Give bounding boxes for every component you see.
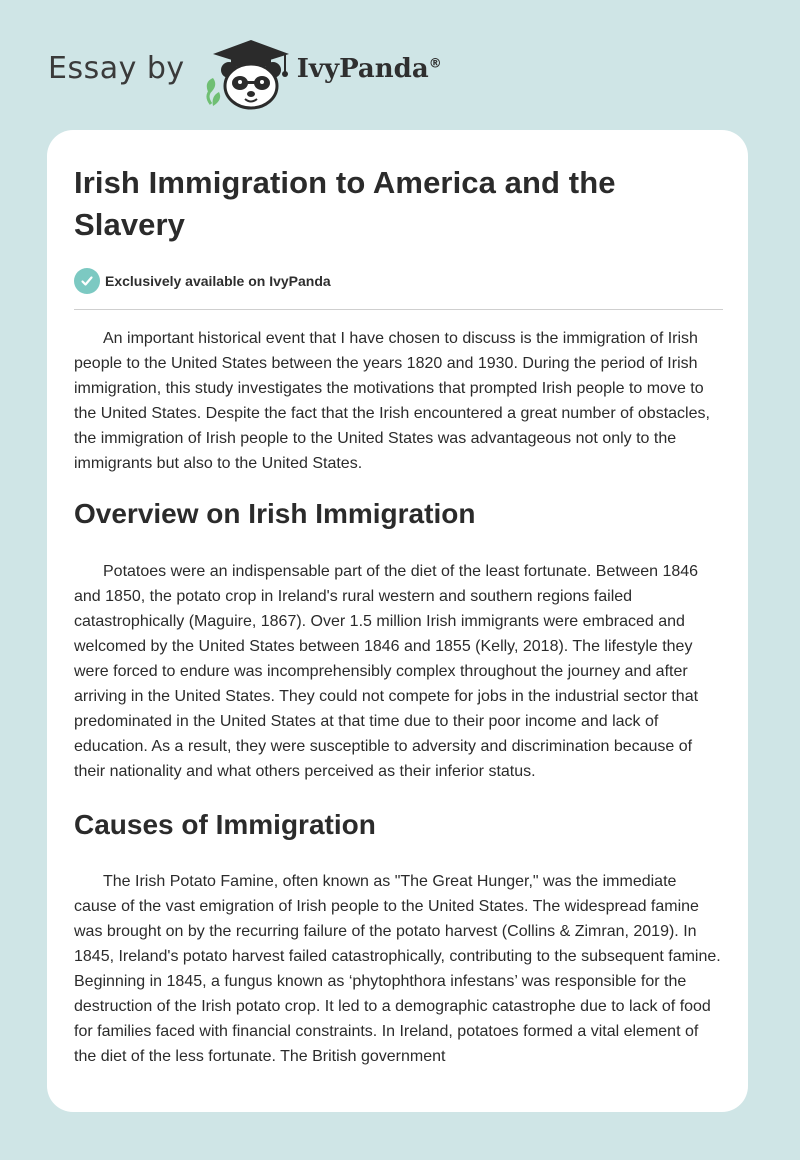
- brand-essay-by: Essay by: [48, 50, 185, 86]
- exclusive-label: Exclusively available on IvyPanda: [105, 273, 331, 289]
- check-circle-icon: [74, 268, 100, 294]
- article-content: [74, 162, 723, 1069]
- section-heading-overview: Overview on Irish Immigration: [74, 498, 476, 529]
- brand-header[interactable]: [48, 34, 442, 110]
- article-title: Irish Immigration to America and the Slavery: [74, 165, 616, 242]
- section-body-overview: Potatoes were an indispensable part of the diet of the least fortunate. Between 1846 and 1850, the potato crop in Ireland's rural western and southern regions failed catastrophically (Maguire, 1867). Over 1.5 million Irish immigrants were embraced and welcomed by the United States between 1846 and 1855 (Kelly, 2018). The lifestyle they were forced to endure was incomprehensibly complex throughout the journey and after arriving in the United States. They could not compete for jobs in the industrial sector that predominated in the United States at that time due to their poor income and lack of education. As a result, they were susceptible to adversity and discrimination because of their nationality and what others perceived as their inferior status.: [74, 563, 699, 780]
- exclusive-badge: [74, 267, 723, 295]
- section-body-causes: The Irish Potato Famine, often known as "The Great Hunger," was the immediate cause of the vast emigration of Irish people to the United States. The widespread famine was brought on by the recurring failure of the potato harvest (Collins & Zimran, 2019). In 1845, Ireland's potato harvest failed catastrophically, contributing to the subsequent famine. Beginning in 1845, a fungus known as ‘phytophthora infestans’ was responsible for the destruction of the Irish potato crop. It led to a demographic catastrophe due to lack of food for families faced with financial constraints. In Ireland, potatoes formed a vital element of the diet of the less fortunate. The British government: [74, 873, 721, 1065]
- brand-name: IvyPanda®: [296, 54, 442, 84]
- section-heading-causes: Causes of Immigration: [74, 809, 376, 840]
- panda-graduate-logo-icon: [201, 34, 293, 110]
- divider: [74, 309, 723, 310]
- article-card: [47, 130, 748, 1112]
- intro-paragraph: An important historical event that I have chosen to discuss is the immigration of Irish people to the United States between the years 1820 and 1930. During the period of Irish immigration, this study investigates the motivations that prompted Irish people to move to the United States. Despite the fact that the Irish encountered a great number of obstacles, the immigration of Irish people to the United States was advantageous not only to the immigrants but also to the United States.: [74, 330, 710, 472]
